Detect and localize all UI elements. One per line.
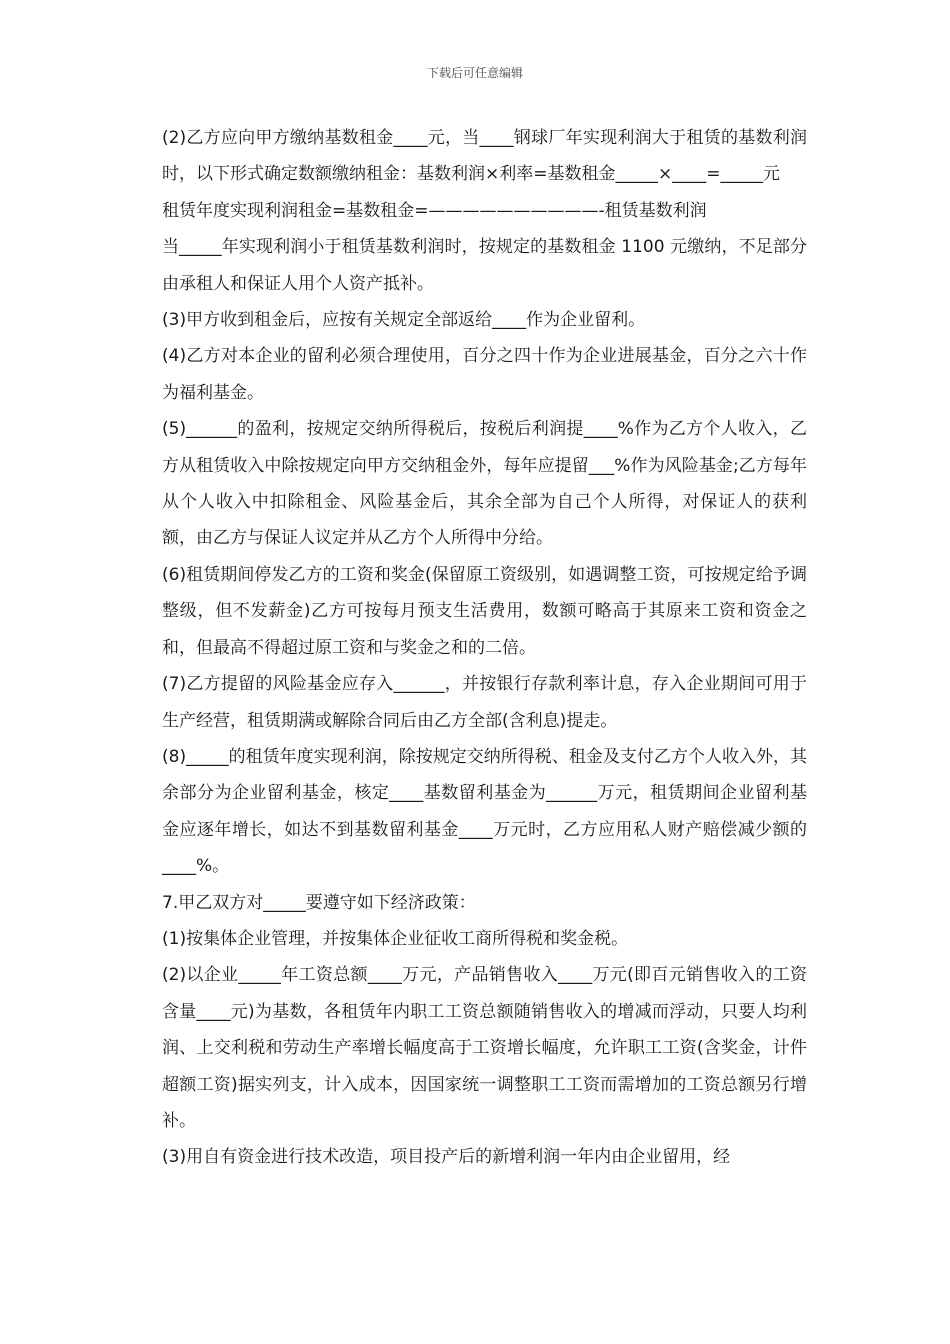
paragraph-rent-base: (2)乙方应向甲方缴纳基数租金____元，当____钢球厂年实现利润大于租赁的基数利润时，以下形式确定数额缴纳租金：基数利润×利率=基数租金_____×____=_____元: [162, 128, 807, 185]
paragraph-policy-2: (2)以企业_____年工资总额____万元，产品销售收入____万元(即百元销售收入的工资含量____元)为基数，各租赁年内职工工资总额随销售收入的增减而浮动，只要人均利润、上交利税和劳动生产率增长幅度高于工资增长幅度，允许职工工资(含奖金，计件超额工资)据实列支，计入成本，因国家统一调整职工工资而需增加的工资总额另行增补。: [162, 965, 807, 1131]
paragraph-item-6: (6)租赁期间停发乙方的工资和奖金(保留原工资级别，如遇调整工资，可按规定给予调整级，但不发薪金)乙方可按每月预支生活费用，数额可略高于其原来工资和资金之和，但最高不得超过原工资和与奖金之和的二倍。: [162, 564, 807, 658]
paragraph-rent-formula: 租赁年度实现利润租金=基数租金=——————————-租赁基数利润: [162, 200, 707, 221]
paragraph-item-4: (4)乙方对本企业的留利必须合理使用，百分之四十作为企业进展基金，百分之六十作为福利基金。: [162, 346, 807, 403]
paragraph-policy-1: (1)按集体企业管理，并按集体企业征收工商所得税和奖金税。: [162, 928, 629, 949]
paragraph-policy-3: (3)用自有资金进行技术改造，项目投产后的新增利润一年内由企业留用，经: [162, 1147, 731, 1168]
paragraph-item-3: (3)甲方收到租金后，应按有关规定全部返给____作为企业留利。: [162, 310, 646, 331]
page-header: 下载后可任意编辑: [426, 66, 523, 80]
paragraph-item-8: (8)_____的租赁年度实现利润，除按规定交纳所得税、租金及支付乙方个人收入外，其余部分为企业留利基金，核定____基数留利基金为______万元，租赁期间企业留利基金应逐年增长，如达不到基数留利基金____万元时，乙方应用私人财产赔偿减少额的____%。: [162, 746, 807, 877]
paragraph-section-7: 7.甲乙双方对_____要遵守如下经济政策：: [162, 892, 476, 913]
paragraph-profit-shortfall: 当_____年实现利润小于租赁基数利润时，按规定的基数租金 1100 元缴纳，不足部分由承租人和保证人用个人资产抵补。: [162, 237, 807, 294]
paragraph-item-5: (5)______的盈利，按规定交纳所得税后，按税后利润提____%作为乙方个人收入，乙方从租赁收入中除按规定向甲方交纳租金外，每年应提留___%作为风险基金;乙方每年从个人收入中扣除租金、风险基金后，其余全部为自己个人所得，对保证人的获利额，由乙方与保证人议定并从乙方个人所得中分给。: [162, 419, 807, 549]
paragraph-item-7: (7)乙方提留的风险基金应存入______，并按银行存款利率计息，存入企业期间可用于生产经营，租赁期满或解除合同后由乙方全部(含利息)提走。: [162, 674, 807, 731]
document-body: [145, 120, 807, 1176]
